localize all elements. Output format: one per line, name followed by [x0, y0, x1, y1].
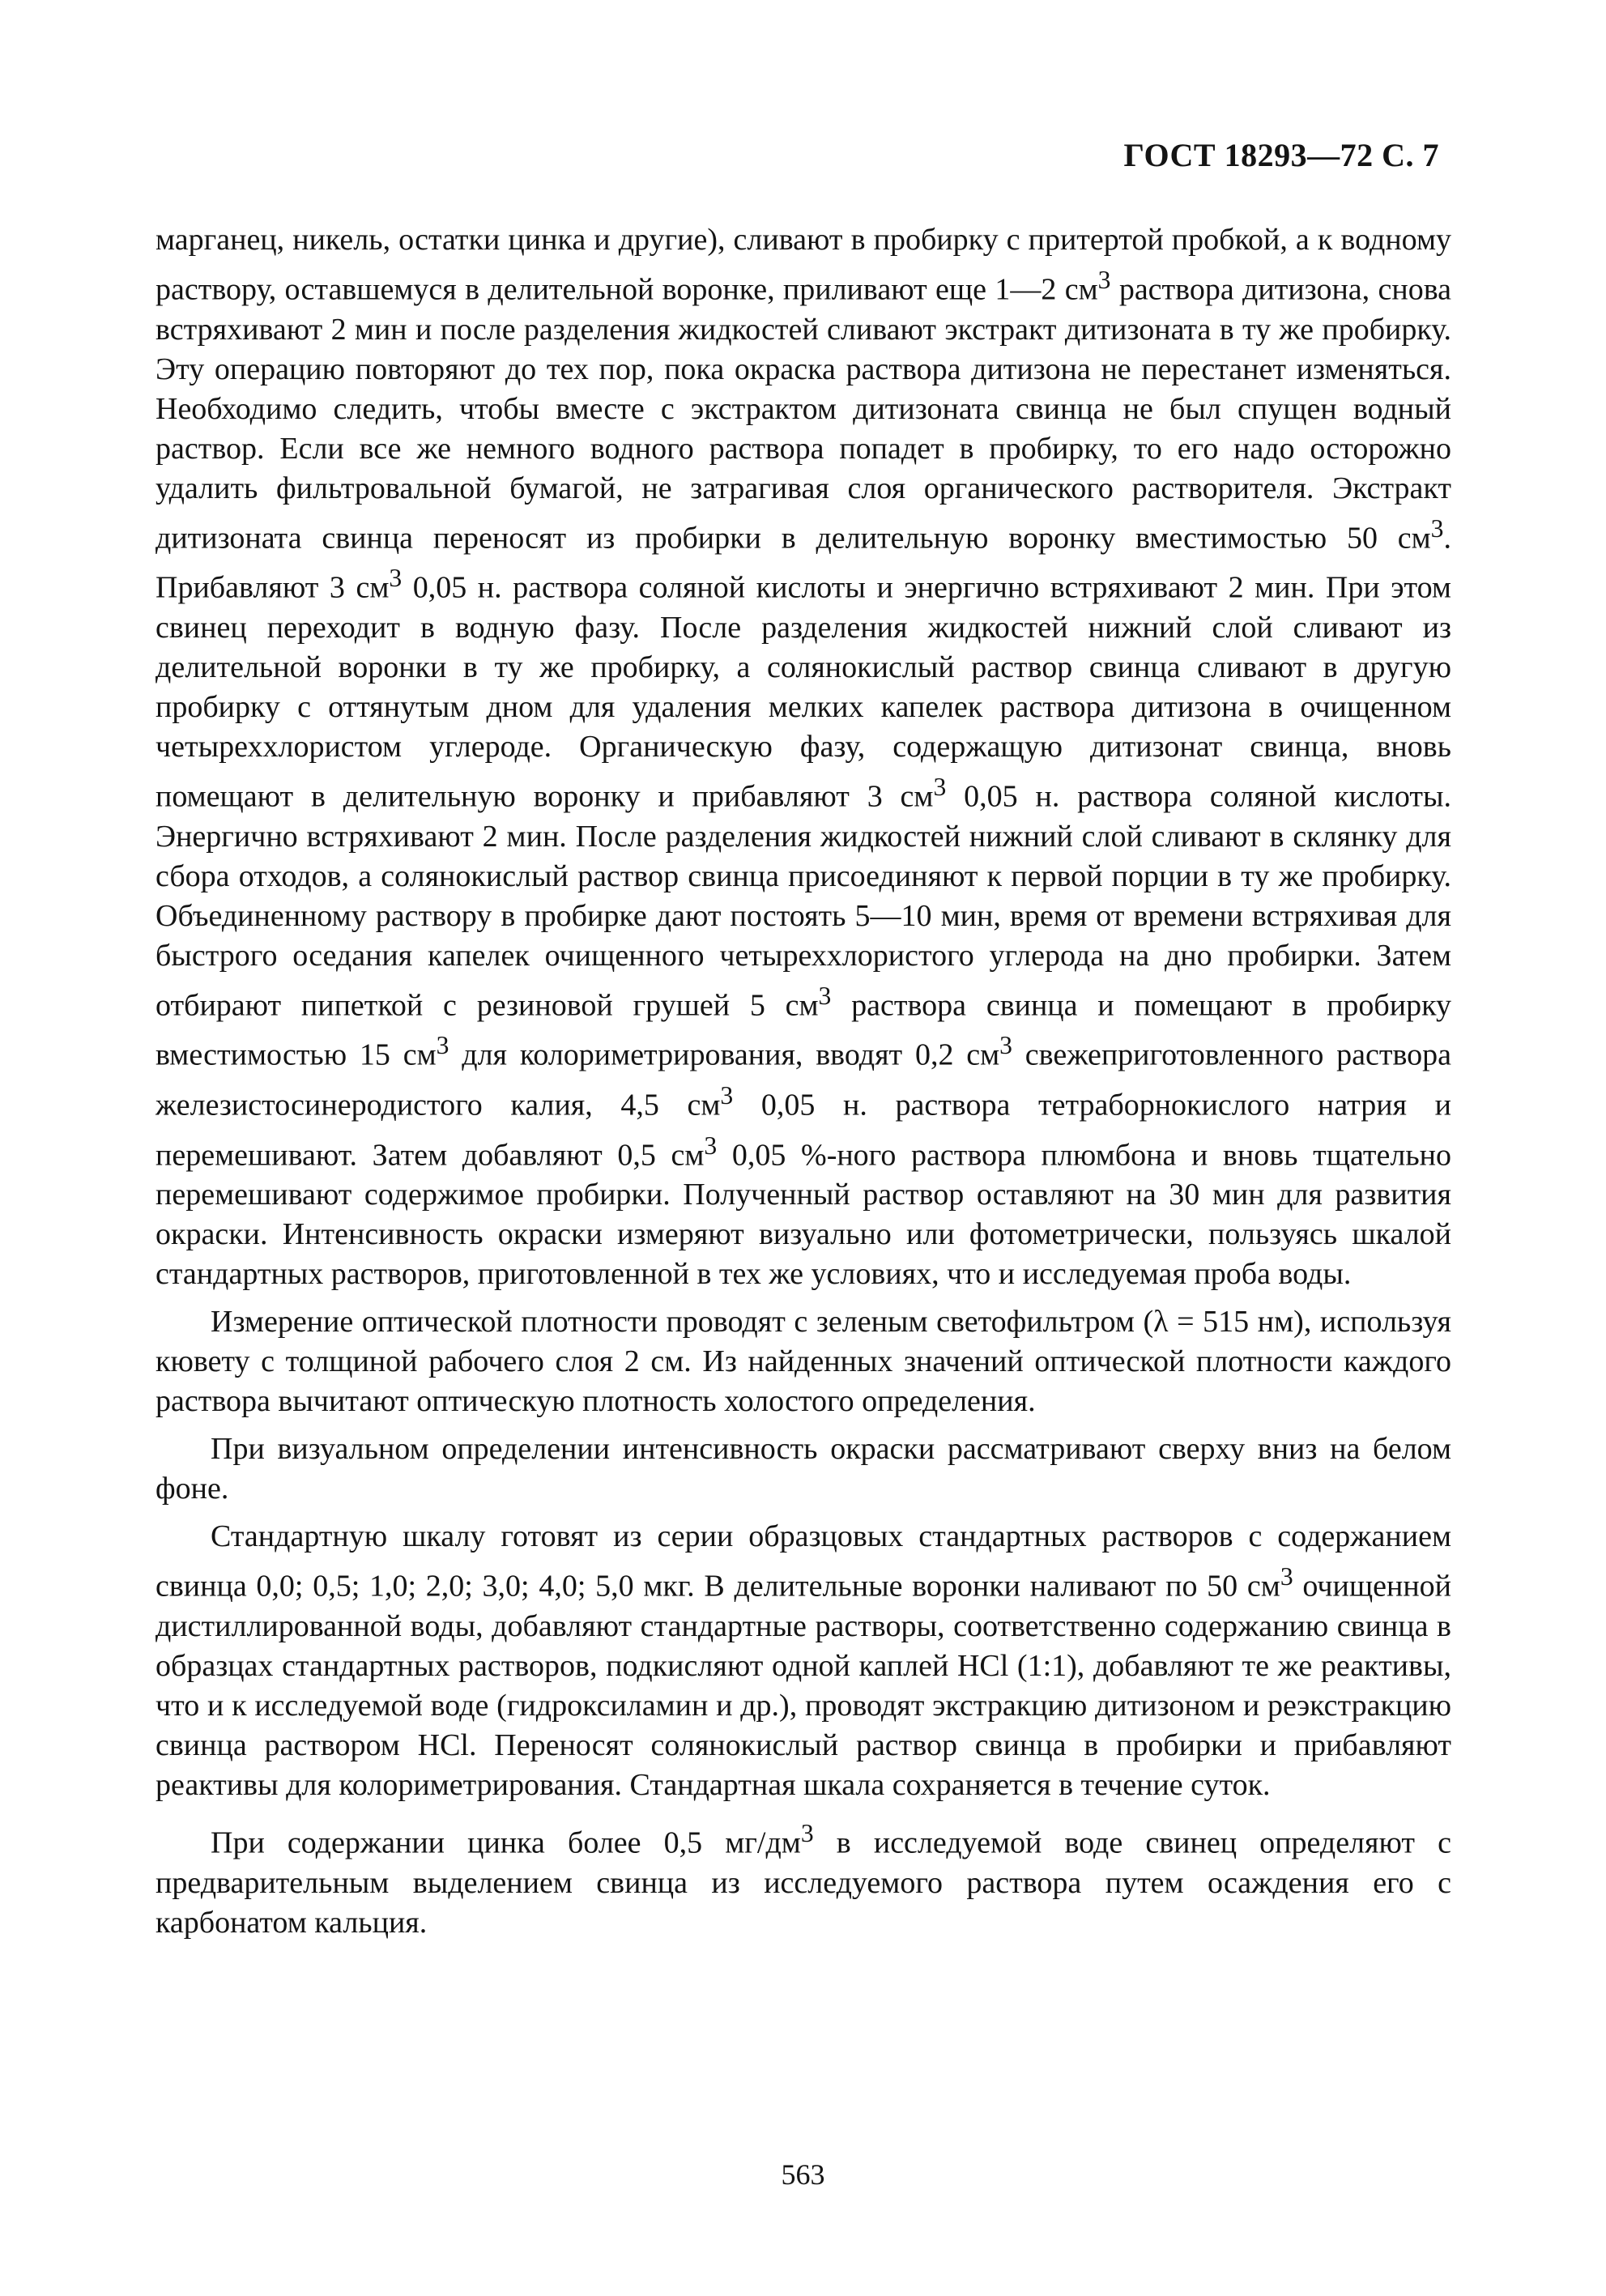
- paragraph-zinc-content: При содержании цинка более 0,5 $мг/дм^3$ в исследуемой воде свинец определяют с предварительным выделением свинца из исследуемого раствора путем осаждения его с карбонатом кальция.: [155, 1818, 1451, 1940]
- page-header: ГОСТ 18293—72 С. 7: [1123, 137, 1439, 173]
- paragraph-continuation: марганец, никель, остатки цинка и другие), сливают в пробирку с притертой пробкой, а к водному раствору, оставшемуся в делительной воронке, приливают еще 1—2 $см^3$ раствора дитизона, снова встряхивают 2 мин и после разделения жидкостей сливают экстракт дитизоната в ту же пробирку. Эту операцию повторяют до тех пор, пока окраска раствора дитизона не перестанет изменяться. Необходимо следить, чтобы вместе с экстрактом дитизоната свинца не был спущен водный раствор. Если все же немного водного раствора попадет в пробирку, то его надо осторожно удалить фильтровальной бумагой, не затрагивая слоя органического растворителя. Экстракт дитизоната свинца переносят из пробирки в делительную воронку вместимостью 50 $см^3$. Прибавляют 3 $см^3$ 0,05 н. раствора соляной кислоты и энергично встряхивают 2 мин. При этом свинец переходит в водную фазу. После разделения жидкостей нижний слой сливают из делительной воронки в ту же пробирку, а солянокислый раствор свинца сливают в другую пробирку с оттянутым дном для удаления мелких капелек раствора дитизона в очищенном четыреххлористом углероде. Органическую фазу, содержащую дитизонат свинца, вновь помещают в делительную воронку и прибавляют 3 $см^3$ 0,05 н. раствора соляной кислоты. Энергично встряхивают 2 мин. После разделения жидкостей нижний слой сливают в склянку для сбора отходов, а солянокислый раствор свинца присоединяют к первой порции в ту же пробирку. Объединенному раствору в пробирке дают постоять 5—10 мин, время от времени встряхивая для быстрого оседания капелек очищенного четыреххлористого углерода на дно пробирки. Затем отбирают пипеткой с резиновой грушей 5 $см^3$ раствора свинца и помещают в пробирку вместимостью 15 $см^3$ для колориметрирования, вводят 0,2 $см^3$ свежеприготовленного раствора железистосинеродистого калия, 4,5 $см^3$ 0,05 н. раствора тетраборнокислого натрия и перемешивают. Затем добавляют 0,5 $см^3$ 0,05 %-ного раствора плюмбона и вновь тщательно перемешивают содержимое пробирки. Полученный раствор оставляют на 30 мин для развития окраски. Интенсивность окраски измеряют визуально или фотометрически, пользуясь шкалой стандартных растворов, приготовленной в тех же условиях, что и исследуемая проба воды.: [155, 223, 1451, 1292]
- document-body: [155, 220, 1451, 1943]
- paragraph-optical-density: Измерение оптической плотности проводят с зеленым светофильтром (λ = 515 нм), используя кювету с толщиной рабочего слоя 2 см. Из найденных значений оптической плотности каждого раствора вычитают оптическую плотность холостого определения.: [155, 1305, 1451, 1419]
- paragraph-visual-determination: При визуальном определении интенсивность окраски рассматривают сверху вниз на белом фоне.: [155, 1432, 1451, 1506]
- paragraph-standard-scale: Стандартную шкалу готовят из серии образцовых стандартных растворов с содержанием свинца 0,0; 0,5; 1,0; 2,0; 3,0; 4,0; 5,0 мкг. В делительные воронки наливают по 50 $см^3$ очищенной дистиллированной воды, добавляют стандартные растворы, соответственно содержанию свинца в образцах стандартных растворов, подкисляют одной каплей HCl (1:1), добавляют те же реактивы, что и к исследуемой воде (гидроксиламин и др.), проводят экстракцию дитизоном и реэкстракцию свинца раствором HCl. Переносят солянокислый раствор свинца в пробирки и прибавляют реактивы для колориметрирования. Стандартная шкала сохраняется в течение суток.: [155, 1519, 1451, 1802]
- page-number: 563: [781, 2158, 825, 2191]
